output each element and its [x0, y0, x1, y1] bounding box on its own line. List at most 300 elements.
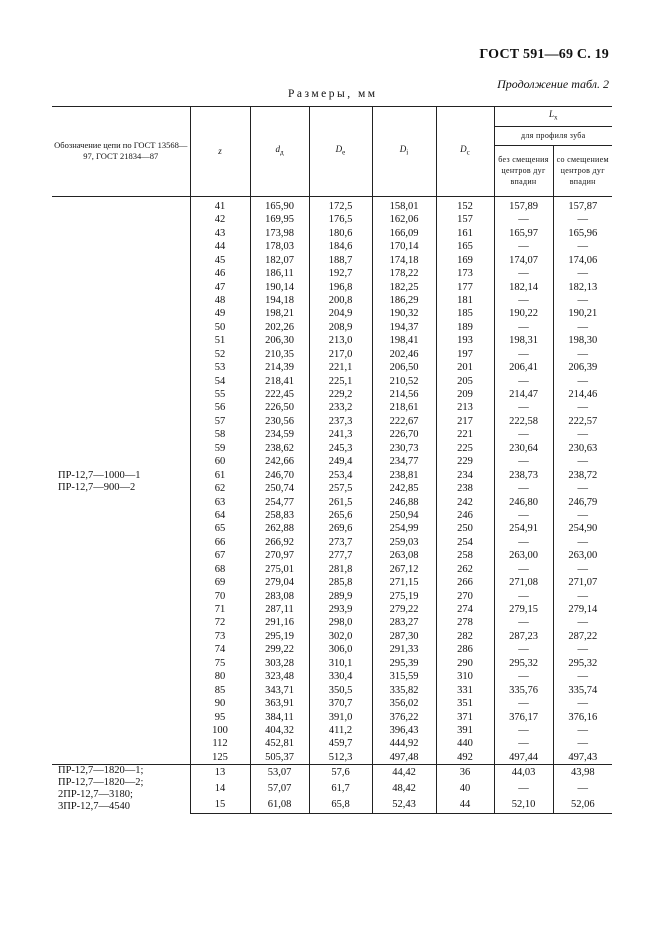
- cell-z: 70: [190, 589, 250, 602]
- cell-Dc: 152: [436, 200, 494, 213]
- cell-Lx-with: 157,87: [553, 200, 612, 213]
- cell-dd: 250,74: [250, 482, 309, 495]
- table-continuation-note: Продолжение табл. 2: [497, 77, 609, 91]
- cell-z: 52: [190, 348, 250, 361]
- cell-Di: 279,22: [372, 603, 436, 616]
- cell-Lx-without: —: [494, 670, 553, 683]
- chain-sprocket-table: [52, 106, 612, 814]
- cell-Lx-with: —: [553, 781, 612, 797]
- cell-Dc: 270: [436, 589, 494, 602]
- cell-z: 50: [190, 321, 250, 334]
- cell-De: 249,4: [309, 455, 372, 468]
- cell-dd: 323,48: [250, 670, 309, 683]
- cell-z: 49: [190, 307, 250, 320]
- cell-z: 67: [190, 549, 250, 562]
- cell-Dc: 242: [436, 495, 494, 508]
- cell-z: 44: [190, 240, 250, 253]
- cell-Di: 291,33: [372, 643, 436, 656]
- cell-Dc: 165: [436, 240, 494, 253]
- cell-z: 85: [190, 683, 250, 696]
- cell-De: 217,0: [309, 348, 372, 361]
- cell-Lx-with: —: [553, 643, 612, 656]
- cell-Lx-with: —: [553, 213, 612, 226]
- cell-z: 90: [190, 697, 250, 710]
- cell-z: 68: [190, 563, 250, 576]
- cell-Dc: 440: [436, 737, 494, 750]
- cell-z: 42: [190, 213, 250, 226]
- cell-z: 45: [190, 253, 250, 266]
- page-header: ГОСТ 591—69 С. 19: [479, 47, 609, 62]
- cell-Di: 170,14: [372, 240, 436, 253]
- cell-Di: 52,43: [372, 797, 436, 813]
- cell-Dc: 213: [436, 401, 494, 414]
- cell-dd: 242,66: [250, 455, 309, 468]
- cell-Lx-with: 246,79: [553, 495, 612, 508]
- cell-De: 208,9: [309, 321, 372, 334]
- cell-dd: 222,45: [250, 388, 309, 401]
- cell-Di: 198,41: [372, 334, 436, 347]
- cell-z: 71: [190, 603, 250, 616]
- cell-Dc: 492: [436, 751, 494, 765]
- cell-Lx-without: 246,80: [494, 495, 553, 508]
- cell-Lx-without: —: [494, 616, 553, 629]
- cell-Di: 250,94: [372, 509, 436, 522]
- cell-dd: 505,37: [250, 751, 309, 765]
- cell-De: 265,6: [309, 509, 372, 522]
- cell-dd: 186,11: [250, 267, 309, 280]
- cell-dd: 270,97: [250, 549, 309, 562]
- cell-dd: 254,77: [250, 495, 309, 508]
- cell-Dc: 234: [436, 468, 494, 481]
- cell-Dc: 181: [436, 294, 494, 307]
- cell-dd: 258,83: [250, 509, 309, 522]
- cell-Dc: 278: [436, 616, 494, 629]
- cell-Lx-with: 206,39: [553, 361, 612, 374]
- cell-De: 512,3: [309, 751, 372, 765]
- designation-line: 3ПР-12,7—4540: [58, 801, 131, 813]
- cell-Lx-with: 198,30: [553, 334, 612, 347]
- cell-Dc: 209: [436, 388, 494, 401]
- cell-Dc: 157: [436, 213, 494, 226]
- cell-dd: 218,41: [250, 374, 309, 387]
- cell-De: 370,7: [309, 697, 372, 710]
- cell-z: 59: [190, 442, 250, 455]
- cell-Lx-with: 376,16: [553, 710, 612, 723]
- cell-Lx-without: 254,91: [494, 522, 553, 535]
- cell-dd: 226,50: [250, 401, 309, 414]
- cell-Lx-with: 238,72: [553, 468, 612, 481]
- cell-De: 302,0: [309, 630, 372, 643]
- cell-Dc: 161: [436, 227, 494, 240]
- cell-Di: 267,12: [372, 563, 436, 576]
- cell-Lx-without: 165,97: [494, 227, 553, 240]
- cell-Di: 444,92: [372, 737, 436, 750]
- cell-Lx-without: —: [494, 267, 553, 280]
- cell-Dc: 177: [436, 280, 494, 293]
- cell-Lx-with: 287,22: [553, 630, 612, 643]
- cell-Di: 234,77: [372, 455, 436, 468]
- cell-Lx-with: —: [553, 509, 612, 522]
- cell-Lx-without: 157,89: [494, 200, 553, 213]
- cell-De: 330,4: [309, 670, 372, 683]
- cell-z: 15: [190, 797, 250, 813]
- cell-Dc: 173: [436, 267, 494, 280]
- cell-dd: 182,07: [250, 253, 309, 266]
- cell-Dc: 286: [436, 643, 494, 656]
- cell-Di: 263,08: [372, 549, 436, 562]
- cell-z: 43: [190, 227, 250, 240]
- cell-De: 273,7: [309, 536, 372, 549]
- cell-Dc: 331: [436, 683, 494, 696]
- cell-z: 14: [190, 781, 250, 797]
- cell-dd: 384,11: [250, 710, 309, 723]
- chain-designation: [52, 200, 190, 765]
- cell-Lx-with: 222,57: [553, 415, 612, 428]
- cell-Lx-with: —: [553, 428, 612, 441]
- cell-Lx-without: —: [494, 213, 553, 226]
- cell-Lx-without: 44,03: [494, 765, 553, 781]
- cell-Lx-without: 376,17: [494, 710, 553, 723]
- cell-Di: 206,50: [372, 361, 436, 374]
- cell-Lx-with: —: [553, 401, 612, 414]
- cell-Dc: 351: [436, 697, 494, 710]
- cell-Di: 275,19: [372, 589, 436, 602]
- cell-De: 281,8: [309, 563, 372, 576]
- cell-Lx-without: 238,73: [494, 468, 553, 481]
- cell-Lx-with: —: [553, 294, 612, 307]
- cell-Lx-without: —: [494, 563, 553, 576]
- cell-z: 61: [190, 468, 250, 481]
- header-profile: для профиля зуба: [494, 126, 612, 145]
- cell-dd: 295,19: [250, 630, 309, 643]
- cell-dd: 178,03: [250, 240, 309, 253]
- cell-Dc: 290: [436, 657, 494, 670]
- cell-Di: 214,56: [372, 388, 436, 401]
- cell-z: 63: [190, 495, 250, 508]
- cell-Lx-without: 182,14: [494, 280, 553, 293]
- cell-Lx-without: 271,08: [494, 576, 553, 589]
- cell-Lx-with: —: [553, 321, 612, 334]
- cell-De: 261,5: [309, 495, 372, 508]
- cell-De: 269,6: [309, 522, 372, 535]
- cell-z: 112: [190, 737, 250, 750]
- cell-Lx-with: —: [553, 267, 612, 280]
- cell-Lx-without: 214,47: [494, 388, 553, 401]
- cell-z: 46: [190, 267, 250, 280]
- cell-Di: 497,48: [372, 751, 436, 765]
- cell-z: 125: [190, 751, 250, 765]
- cell-Lx-with: 271,07: [553, 576, 612, 589]
- cell-dd: 190,14: [250, 280, 309, 293]
- cell-dd: 202,26: [250, 321, 309, 334]
- cell-dd: 230,56: [250, 415, 309, 428]
- cell-De: 241,3: [309, 428, 372, 441]
- cell-Di: 182,25: [372, 280, 436, 293]
- cell-Lx-without: 52,10: [494, 797, 553, 813]
- cell-Di: 174,18: [372, 253, 436, 266]
- cell-Di: 254,99: [372, 522, 436, 535]
- cell-Lx-without: 222,58: [494, 415, 553, 428]
- cell-De: 277,7: [309, 549, 372, 562]
- cell-dd: 452,81: [250, 737, 309, 750]
- cell-z: 80: [190, 670, 250, 683]
- dimensions-caption: Размеры, мм: [288, 88, 378, 100]
- cell-Lx-without: —: [494, 294, 553, 307]
- cell-Lx-with: 254,90: [553, 522, 612, 535]
- cell-Dc: 266: [436, 576, 494, 589]
- cell-De: 306,0: [309, 643, 372, 656]
- cell-dd: 279,04: [250, 576, 309, 589]
- cell-dd: 194,18: [250, 294, 309, 307]
- cell-Di: 226,70: [372, 428, 436, 441]
- cell-z: 53: [190, 361, 250, 374]
- cell-Di: 283,27: [372, 616, 436, 629]
- cell-dd: 246,70: [250, 468, 309, 481]
- cell-Lx-without: —: [494, 643, 553, 656]
- cell-z: 48: [190, 294, 250, 307]
- cell-z: 13: [190, 765, 250, 781]
- cell-Dc: 225: [436, 442, 494, 455]
- cell-Lx-without: —: [494, 348, 553, 361]
- designation-line: ПР-12,7—1820—2;: [58, 777, 144, 789]
- cell-dd: 214,39: [250, 361, 309, 374]
- table-body: [52, 200, 612, 813]
- cell-Dc: 250: [436, 522, 494, 535]
- cell-Lx-with: 190,21: [553, 307, 612, 320]
- cell-Di: 295,39: [372, 657, 436, 670]
- cell-z: 57: [190, 415, 250, 428]
- cell-Lx-with: —: [553, 724, 612, 737]
- cell-Lx-without: —: [494, 589, 553, 602]
- cell-De: 233,2: [309, 401, 372, 414]
- cell-Dc: 40: [436, 781, 494, 797]
- cell-Lx-with: 174,06: [553, 253, 612, 266]
- cell-dd: 343,71: [250, 683, 309, 696]
- cell-z: 51: [190, 334, 250, 347]
- cell-Dc: 282: [436, 630, 494, 643]
- cell-Di: 242,85: [372, 482, 436, 495]
- designation-line: ПР-12,7—1820—1;: [58, 765, 144, 777]
- cell-Lx-with: —: [553, 240, 612, 253]
- cell-De: 310,1: [309, 657, 372, 670]
- cell-Dc: 205: [436, 374, 494, 387]
- cell-Dc: 229: [436, 455, 494, 468]
- cell-Lx-without: —: [494, 240, 553, 253]
- cell-Di: 238,81: [372, 468, 436, 481]
- designation-line: ПР-12,7—900—2: [58, 481, 136, 493]
- cell-Lx-without: 335,76: [494, 683, 553, 696]
- cell-De: 285,8: [309, 576, 372, 589]
- cell-Di: 315,59: [372, 670, 436, 683]
- cell-Di: 202,46: [372, 348, 436, 361]
- cell-Di: 178,22: [372, 267, 436, 280]
- cell-Di: 190,32: [372, 307, 436, 320]
- header-Di: $D_i$: [372, 107, 436, 197]
- cell-Lx-with: —: [553, 536, 612, 549]
- cell-Lx-with: 263,00: [553, 549, 612, 562]
- cell-Dc: 201: [436, 361, 494, 374]
- cell-Dc: 169: [436, 253, 494, 266]
- cell-De: 192,7: [309, 267, 372, 280]
- cell-dd: 61,08: [250, 797, 309, 813]
- cell-De: 298,0: [309, 616, 372, 629]
- cell-Lx-without: —: [494, 428, 553, 441]
- cell-Lx-with: —: [553, 455, 612, 468]
- cell-Lx-without: —: [494, 781, 553, 797]
- header-designation: Обозначение цепи по ГОСТ 13568—97, ГОСТ 21834—87: [52, 107, 190, 197]
- cell-Lx-with: 165,96: [553, 227, 612, 240]
- cell-Lx-without: 295,32: [494, 657, 553, 670]
- cell-Lx-without: —: [494, 374, 553, 387]
- cell-Dc: 258: [436, 549, 494, 562]
- cell-De: 350,5: [309, 683, 372, 696]
- cell-dd: 303,28: [250, 657, 309, 670]
- cell-Lx-with: 214,46: [553, 388, 612, 401]
- cell-Lx-with: 335,74: [553, 683, 612, 696]
- cell-Dc: 217: [436, 415, 494, 428]
- header-Lx: $L_x$: [494, 107, 612, 127]
- cell-De: 61,7: [309, 781, 372, 797]
- cell-De: 57,6: [309, 765, 372, 781]
- cell-Lx-with: 43,98: [553, 765, 612, 781]
- cell-De: 196,8: [309, 280, 372, 293]
- cell-De: 200,8: [309, 294, 372, 307]
- cell-z: 62: [190, 482, 250, 495]
- cell-De: 65,8: [309, 797, 372, 813]
- cell-Lx-without: —: [494, 724, 553, 737]
- cell-Lx-with: —: [553, 737, 612, 750]
- cell-Di: 166,09: [372, 227, 436, 240]
- header-De: $D_e$: [309, 107, 372, 197]
- cell-z: 69: [190, 576, 250, 589]
- designation-line: 2ПР-12,7—3180;: [58, 789, 133, 801]
- cell-Lx-without: —: [494, 737, 553, 750]
- cell-Dc: 238: [436, 482, 494, 495]
- cell-Dc: 391: [436, 724, 494, 737]
- designation-line: ПР-12,7—1000—1: [58, 469, 141, 481]
- cell-z: 56: [190, 401, 250, 414]
- cell-De: 237,3: [309, 415, 372, 428]
- cell-Lx-with: 52,06: [553, 797, 612, 813]
- cell-Lx-without: 206,41: [494, 361, 553, 374]
- cell-Di: 158,01: [372, 200, 436, 213]
- cell-Lx-with: 497,43: [553, 751, 612, 765]
- cell-Dc: 274: [436, 603, 494, 616]
- cell-Di: 271,15: [372, 576, 436, 589]
- cell-Lx-without: 190,22: [494, 307, 553, 320]
- cell-z: 60: [190, 455, 250, 468]
- cell-dd: 198,21: [250, 307, 309, 320]
- cell-Lx-without: —: [494, 536, 553, 549]
- cell-De: 459,7: [309, 737, 372, 750]
- cell-De: 176,5: [309, 213, 372, 226]
- cell-z: 64: [190, 509, 250, 522]
- cell-z: 65: [190, 522, 250, 535]
- cell-De: 253,4: [309, 468, 372, 481]
- chain-designation: [52, 765, 190, 814]
- cell-Lx-without: 230,64: [494, 442, 553, 455]
- cell-z: 47: [190, 280, 250, 293]
- cell-De: 221,1: [309, 361, 372, 374]
- table-row: [52, 200, 612, 213]
- cell-Lx-with: 182,13: [553, 280, 612, 293]
- cell-De: 391,0: [309, 710, 372, 723]
- cell-dd: 404,32: [250, 724, 309, 737]
- cell-Di: 356,02: [372, 697, 436, 710]
- cell-Lx-without: —: [494, 482, 553, 495]
- cell-z: 75: [190, 657, 250, 670]
- cell-Lx-without: 263,00: [494, 549, 553, 562]
- cell-Dc: 246: [436, 509, 494, 522]
- cell-dd: 53,07: [250, 765, 309, 781]
- cell-Lx-with: —: [553, 563, 612, 576]
- cell-dd: 363,91: [250, 697, 309, 710]
- cell-Lx-with: —: [553, 348, 612, 361]
- cell-De: 204,9: [309, 307, 372, 320]
- cell-Di: 48,42: [372, 781, 436, 797]
- cell-De: 184,6: [309, 240, 372, 253]
- cell-Dc: 197: [436, 348, 494, 361]
- cell-Di: 186,29: [372, 294, 436, 307]
- header-with-offset: со смещением центров дуг впадин: [553, 145, 612, 196]
- cell-Lx-without: —: [494, 509, 553, 522]
- cell-Di: 259,03: [372, 536, 436, 549]
- header-Dc: $D_c$: [436, 107, 494, 197]
- cell-z: 54: [190, 374, 250, 387]
- cell-Lx-without: —: [494, 401, 553, 414]
- cell-z: 55: [190, 388, 250, 401]
- cell-z: 58: [190, 428, 250, 441]
- cell-dd: 210,35: [250, 348, 309, 361]
- cell-z: 41: [190, 200, 250, 213]
- cell-Lx-without: 279,15: [494, 603, 553, 616]
- cell-Lx-without: 287,23: [494, 630, 553, 643]
- cell-De: 188,7: [309, 253, 372, 266]
- cell-De: 172,5: [309, 200, 372, 213]
- cell-z: 74: [190, 643, 250, 656]
- cell-Dc: 254: [436, 536, 494, 549]
- cell-Di: 44,42: [372, 765, 436, 781]
- cell-Di: 287,30: [372, 630, 436, 643]
- cell-Lx-without: —: [494, 697, 553, 710]
- cell-Di: 246,88: [372, 495, 436, 508]
- cell-De: 411,2: [309, 724, 372, 737]
- cell-Dc: 189: [436, 321, 494, 334]
- cell-Lx-with: —: [553, 616, 612, 629]
- cell-Dc: 262: [436, 563, 494, 576]
- cell-dd: 206,30: [250, 334, 309, 347]
- cell-Di: 230,73: [372, 442, 436, 455]
- cell-dd: 266,92: [250, 536, 309, 549]
- cell-Di: 218,61: [372, 401, 436, 414]
- cell-dd: 287,11: [250, 603, 309, 616]
- cell-dd: 283,08: [250, 589, 309, 602]
- cell-Di: 162,06: [372, 213, 436, 226]
- cell-Di: 396,43: [372, 724, 436, 737]
- cell-dd: 238,62: [250, 442, 309, 455]
- cell-Di: 335,82: [372, 683, 436, 696]
- cell-dd: 169,95: [250, 213, 309, 226]
- header-z: z: [190, 107, 250, 197]
- cell-De: 257,5: [309, 482, 372, 495]
- cell-Di: 194,37: [372, 321, 436, 334]
- cell-dd: 262,88: [250, 522, 309, 535]
- cell-Lx-without: —: [494, 455, 553, 468]
- cell-Di: 210,52: [372, 374, 436, 387]
- cell-Dc: 371: [436, 710, 494, 723]
- header-without-offset: без смещения центров дуг впадин: [494, 145, 553, 196]
- cell-De: 213,0: [309, 334, 372, 347]
